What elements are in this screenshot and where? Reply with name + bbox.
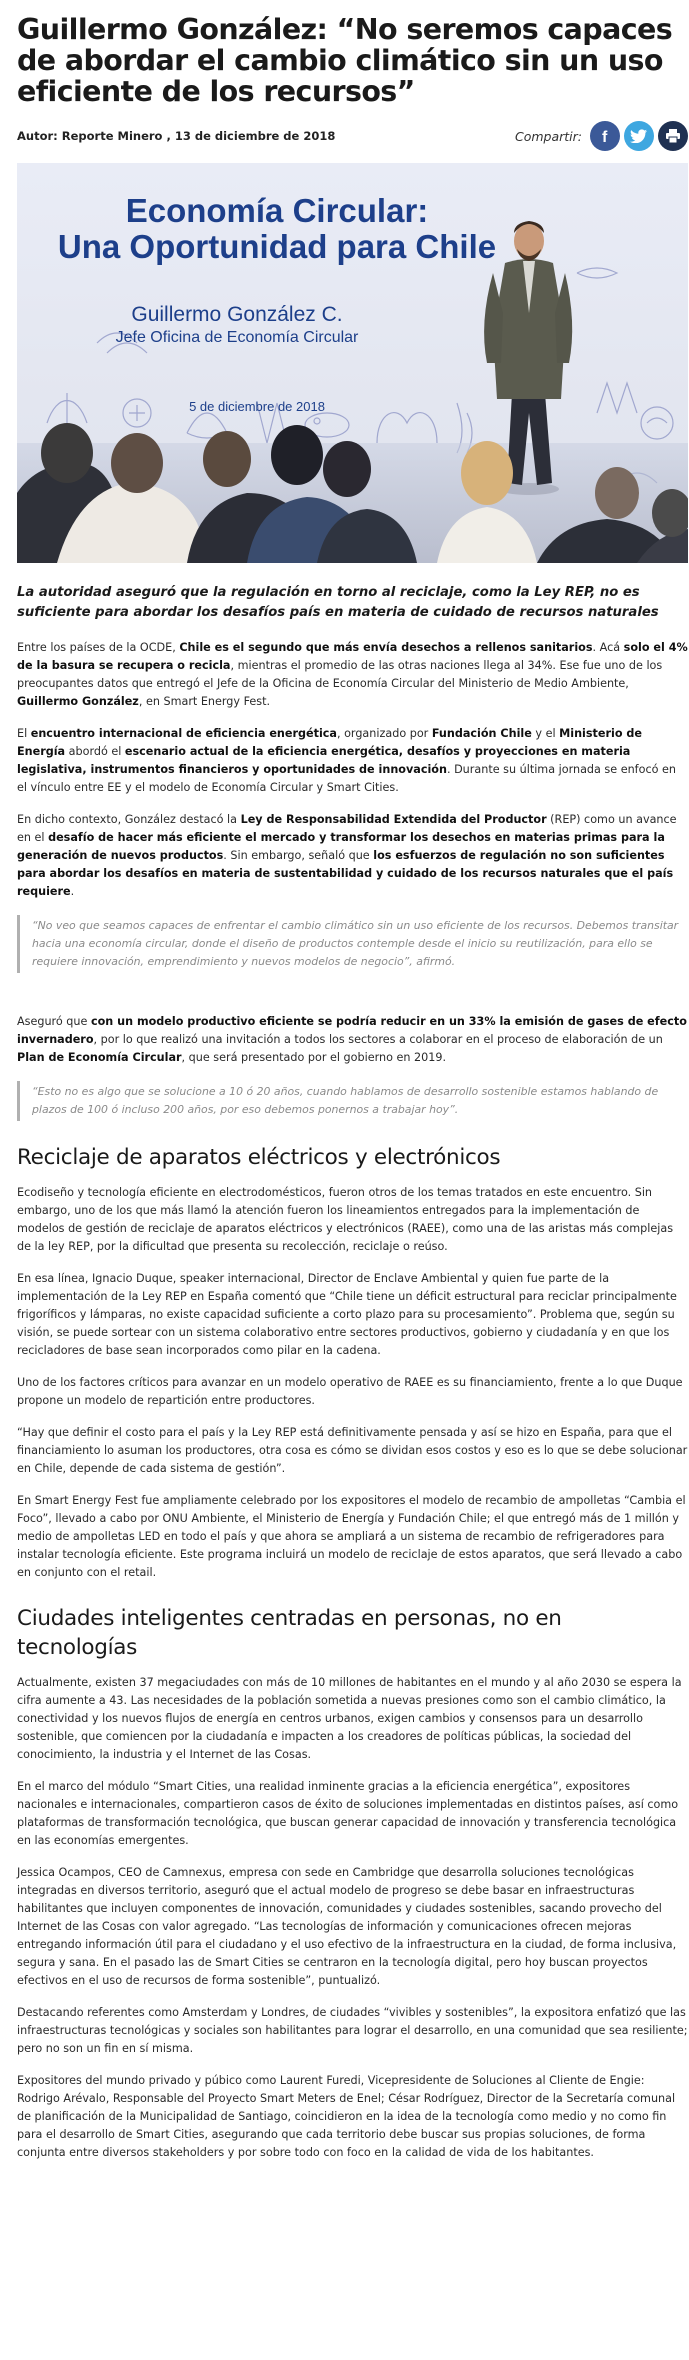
facebook-icon[interactable]: [590, 121, 620, 151]
paragraph-14: Expositores del mundo privado y púbico como Laurent Furedi, Vicepresidente de Soluciones al Cliente de Engie: Rodrigo Arévalo, Responsable del Proyecto Smart Meters de Enel; César Rodríguez, Director de la Secretaría comunal de planificación de la Municipalidad de Santiago, coincidieron en la idea de la tecnología como medio y no como fin para el desarrollo de Smart Cities, asegurando que cada territorio debe buscar sus propias soluciones, de forma conjunta entre diversos stakeholders y por sobre todo con foco en la calidad de vida de los habitantes.: [17, 2074, 676, 2159]
hero-speaker-name: Guillermo González C.: [131, 303, 343, 326]
share-label: Compartir:: [514, 128, 582, 144]
paragraph-4: Aseguró que con un modelo productivo eficiente se podría reducir en un 33% la emisión de gases de efecto invernadero, por lo que realizó una invitación a todos los sectores a colaborar en el proceso de elaboración de un Plan de Economía Circular, que será presentado por el gobierno en 2019.: [17, 1015, 687, 1064]
paragraph-11: En el marco del módulo “Smart Cities, una realidad inminente gracias a la eficiencia energética”, expositores nacionales e internacionales, compartieron casos de éxito de soluciones implementadas en distintos países, así como plataformas de transformación tecnológica, que buscan generar capacidad de innovación y transferencia tecnológica en las economías emergentes.: [17, 1780, 679, 1847]
article: [17, 0, 688, 2162]
paragraph-10: Actualmente, existen 37 megaciudades con más de 10 millones de habitantes en el mundo y al año 2030 se espera la cifra aumente a 43. Las necesidades de la población sometida a nuevas presiones como son el cambio climático, la conectividad y los nuevos flujos de energía en centros urbanos, exigen cambios y consensos para un desarrollo sostenible, que comiencen por la ciudadanía e impacten a los creadores de políticas públicas, la sociedad del conocimiento, la industria y el Internet de las Cosas.: [17, 1676, 682, 1761]
paragraph-5: Ecodiseño y tecnología eficiente en electrodomésticos, fueron otros de los temas tratados en este encuentro. Sin embargo, uno de los que más llamó la atención fueron los lineamientos entregados para la implementación de modelos de gestión de reciclaje de aparatos eléctricos y electrónicos (RAEE), como una de las aristas más complejas de la ley REP, por la dificultad que presenta su recolección, reciclaje o reúso.: [17, 1186, 674, 1253]
paragraph-9: En Smart Energy Fest fue ampliamente celebrado por los expositores el modelo de recambio de ampolletas “Cambia el Foco”, llevado a cabo por ONU Ambiente, el Ministerio de Energía y Fundación Chile; el que entregó más de 1 millón y medio de ampolletas LED en todo el país y que ahora se ampliará a un sistema de recambio de refrigeradores para instalar tecnología eficiente. Este programa incluirá un modelo de reciclaje de estos aparatos, que será llevado a cabo en conjunto con el retail.: [17, 1494, 686, 1579]
pull-quote-2: “Esto no es algo que se solucione a 10 ó 20 años, cuando hablamos de desarrollo sostenible estamos hablando de plazos de 100 ó incluso 200 años, por eso debemos ponernos a trabajar hoy”.: [17, 1081, 688, 1121]
article-title: Guillermo González: “No seremos capaces de abordar el cambio climático sin un uso eficiente de los recursos”: [17, 13, 673, 108]
byline: Autor: Reporte Minero , 13 de diciembre de 2018: [17, 129, 336, 143]
pull-quote-1: “No veo que seamos capaces de enfrentar el cambio climático sin un uso eficiente de los recursos. Debemos transitar hacia una economía circular, donde el diseño de productos contemple desde el inicio su reutilización, para ello se requiere innovación, emprendimiento y nuevos modelos de negocio”, afirmó.: [17, 915, 688, 973]
hero-date: 5 de diciembre de 2018: [189, 399, 325, 414]
lead-paragraph: La autoridad aseguró que la regulación en torno al reciclaje, como la Ley REP, no es suficiente para abordar los desafíos país en materia de cuidado de recursos naturales: [17, 585, 659, 620]
paragraph-2: El encuentro internacional de eficiencia energética, organizado por Fundación Chile y el Ministerio de Energía abordó el escenario actual de la eficiencia energética, desafíos y proyecciones en materia legislativa, instrumentos financieros y oportunidades de innovación. Durante su última jornada se enfocó en el vínculo entre EE y el modelo de Economía Circular y Smart Cities.: [17, 727, 676, 794]
article-meta: [17, 119, 688, 153]
paragraph-8: “Hay que definir el costo para el país y la Ley REP está definitivamente pensada y así se hizo en España, para que el financiamiento lo asuman los productores, otra cosa es cómo se dividan esos costos y eso es lo que se debe solucionar en Chile, depende de cada sistema de gestión”.: [17, 1426, 688, 1475]
section-heading-reciclaje: Reciclaje de aparatos eléctricos y electrónicos: [17, 1145, 501, 1170]
paragraph-6: En esa línea, Ignacio Duque, speaker internacional, Director de Enclave Ambiental y quien fue parte de la implementación de la Ley REP en España comentó que “Chile tiene un déficit estructural para reciclar principalmente frigoríficos y lámparas, no existe capacidad suficiente a corto plazo para su procesamiento”. Problema que, según su visión, se puede sortear con un sistema colaborativo entre sectores productivos, gobierno y ciudadanía y en que los recicladores de base sean incorporados como pilar en la cadena.: [17, 1272, 677, 1357]
paragraph-7: Uno de los factores críticos para avanzar en un modelo operativo de RAEE es su financiamiento, frente a lo que Duque propone un modelo de repartición entre productores.: [17, 1376, 683, 1407]
share-bar: [515, 121, 688, 151]
paragraph-13: Destacando referentes como Amsterdam y Londres, de ciudades “vivibles y sostenibles”, la expositora enfatizó que las infraestructuras tecnológicas y sociales son habilitantes para lograr el desarrollo, en una comunidad que sea resiliente; pero no son un fin en sí misma.: [17, 2006, 688, 2055]
hero-title-line2: Una Oportunidad para Chile: [57, 228, 497, 265]
paragraph-3: En dicho contexto, González destacó la Ley de Responsabilidad Extendida del Productor (REP) como un avance en el desafío de hacer más eficiente el mercado y transformar los desechos en materias primas para la generación de nuevos productos. Sin embargo, señaló que los esfuerzos de regulación no son suficientes para abordar los desafíos en materia de sustentabilidad y cuidado de los recursos naturales que el país requiere.: [17, 813, 677, 898]
hero-photo: [17, 163, 688, 563]
print-icon[interactable]: [658, 121, 688, 151]
paragraph-1: Entre los países de la OCDE, Chile es el segundo que más envía desechos a rellenos sanitarios. Acá solo el 4% de la basura se recupera o recicla, mientras el promedio de las otras naciones llega al 34%. Ese fue uno de los preocupantes datos que entregó el Jefe de la Oficina de Economía Circular del Ministerio de Medio Ambiente, Guillermo González, en Smart Energy Fest.: [17, 641, 688, 708]
section-heading-ciudades: Ciudades inteligentes centradas en personas, no en tecnologías: [17, 1606, 562, 1660]
hero-speaker-role: Jefe Oficina de Economía Circular: [115, 329, 359, 346]
twitter-icon[interactable]: [624, 121, 654, 151]
hero-title-line1: Economía Circular:: [125, 192, 429, 229]
paragraph-12: Jessica Ocampos, CEO de Camnexus, empresa con sede en Cambridge que desarrolla soluciones tecnológicas integradas en diversos territorio, aseguró que el actual modelo de progreso se debe basar en infraestructuras habilitantes que incluyen componentes de innovación, comunidades y ciudades sostenibles, sacando provecho del Internet de las Cosas con valor agregado. “Las tecnologías de información y comunicaciones ofrecen mejoras entregando información útil para el ciudadano y el uso efectivo de la infraestructura en la ciudad, de forma inclusiva, segura y sana. En el pasado las de Smart Cities se centraron en la tecnología digital, pero hoy buscan proyectos efectivos en el uso de recursos de forma sostenible”, puntualizó.: [17, 1866, 677, 1987]
svg-text:f: f: [602, 129, 608, 144]
